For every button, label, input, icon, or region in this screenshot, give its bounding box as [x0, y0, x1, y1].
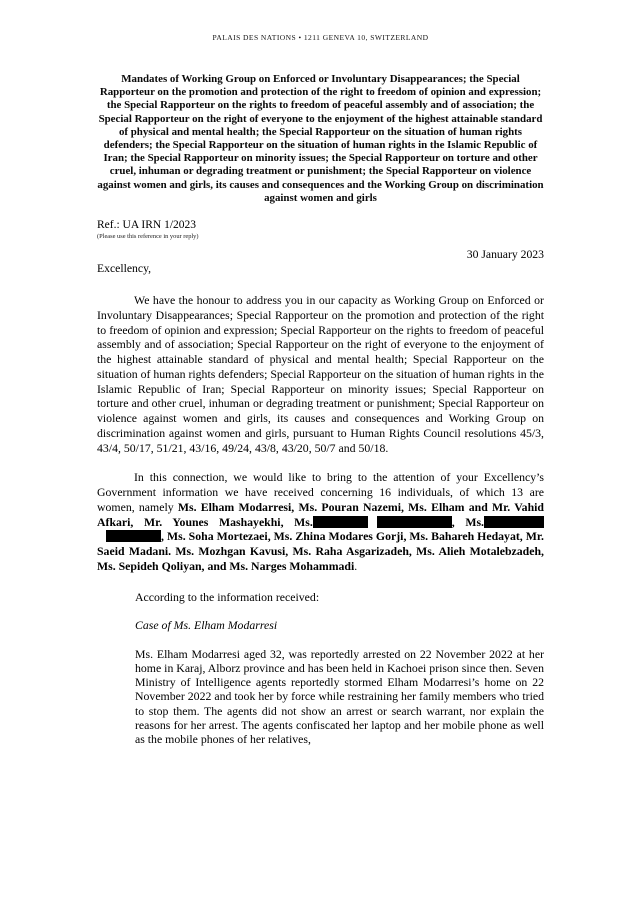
received-intro: According to the information received: [135, 589, 320, 604]
names-paragraph-outro: . [354, 558, 358, 573]
names-list-part-3: , Ms. Soha Mortezaei, Ms. Zhina Modares Gorji, Ms. Bahareh Hedayat, Mr. Saeid Madani. Ms. Mozhgan Kavusi, Ms. Raha Asgarizadeh, Ms. Alieh Motalebzadeh, Ms. Sepideh Qoliyan, and Ms. Narges Mohammadi [97, 529, 544, 573]
redacted-name [313, 516, 368, 528]
names-paragraph [97, 470, 544, 573]
case-paragraph: Ms. Elham Modarresi aged 32, was reportedly arrested on 22 November 2022 at her home in Karaj, Alborz province and has been held in Kachoei prison since then. Seven Ministry of Intelligence agents reportedly stormed Elham Modarresi’s home on 22 November 2022 and took her by force while restraining her family members who tried to stop them. The agents did not show an arrest or search warrant, nor explain the reasons for her arrest. The agents confiscated her laptop and her mobile phone as well as the mobile phones of her relatives, [135, 646, 544, 747]
mandates-paragraph: Mandates of Working Group on Enforced or Involuntary Disappearances; the Special Rapporteur on the promotion and protection of the right to freedom of opinion and expression; the Special Rapporteur on the rights to freedom of peaceful assembly and of association; the Special Rapporteur on the right of everyone to the enjoyment of the highest attainable standard of physical and mental health; the Special Rapporteur on the situation of human rights defenders; the Special Rapporteur on the situation of human rights in the Islamic Republic of Iran; the Special Rapporteur on minority issues; the Special Rapporteur on torture and other cruel, inhuman or degrading treatment or punishment; the Special Rapporteur on violence against women and girls, its causes and consequences and the Working Group on discrimination against women and girls [97, 73, 544, 204]
letter-date: 30 January 2023 [466, 248, 544, 262]
reference-number: Ref.: UA IRN 1/2023 [97, 219, 197, 232]
names-paragraph-intro: In this connection, we would like to bring to the attention of your Excellency’s Government information we have received concerning 16 individuals, of which 13 are women, namely [97, 470, 544, 514]
salutation: Excellency, [97, 262, 152, 276]
case-heading: Case of Ms. Elham Modarresi [135, 618, 278, 633]
reference-note: (Please use this reference in your reply) [97, 233, 199, 241]
letterhead: PALAIS DES NATIONS • 1211 GENEVA 10, SWITZERLAND [212, 33, 429, 42]
redacted-name [106, 530, 161, 542]
redacted-name [377, 516, 452, 528]
redacted-name [484, 516, 544, 528]
reference-block [97, 219, 544, 241]
case-section [135, 590, 544, 747]
opening-paragraph: We have the honour to address you in our capacity as Working Group on Enforced or Involuntary Disappearances; Special Rapporteur on the promotion and protection of the right to freedom of opinion and expression; Special Rapporteur on the rights to freedom of peaceful assembly and of association; Special Rapporteur on the right of everyone to the enjoyment of the highest attainable standard of physical and mental health; Special Rapporteur on the situation of human rights defenders; Special Rapporteur on the situation of human rights in the Islamic Republic of Iran; Special Rapporteur on minority issues; Special Rapporteur on torture and other cruel, inhuman or degrading treatment or punishment; Special Rapporteur on violence against women and girls, its causes and consequences and Working Group on discrimination against women and girls, pursuant to Human Rights Council resolutions 45/3, 43/4, 50/17, 51/21, 43/16, 49/24, 43/8, 43/20, 50/7 and 50/18. [97, 293, 544, 455]
names-list-part-2: , Ms. [451, 514, 485, 529]
names-list-part-1: Ms. Elham Modarresi, Ms. Pouran Nazemi, Ms. Elham and Mr. Vahid Afkari, Mr. Younes Mashayekhi, Ms. [97, 499, 544, 529]
